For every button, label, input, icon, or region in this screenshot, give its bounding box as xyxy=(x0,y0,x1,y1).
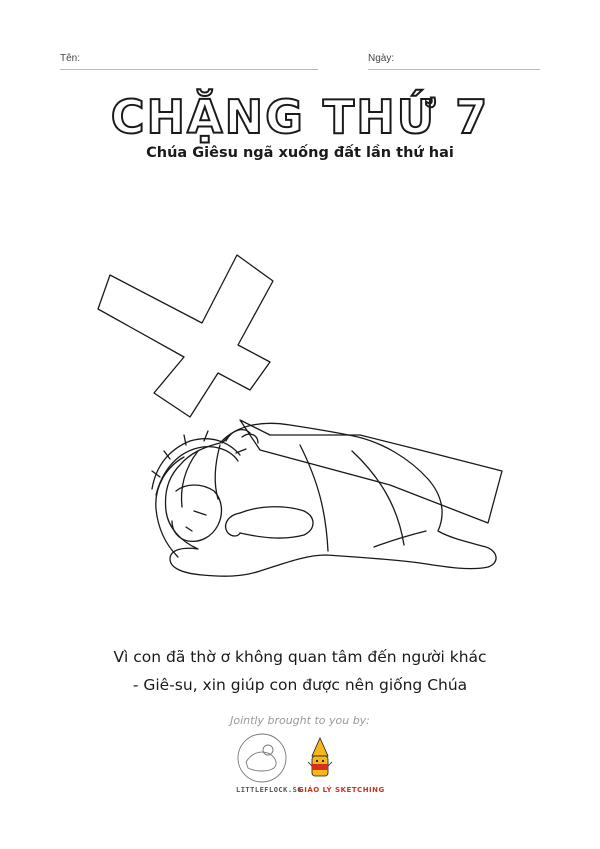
eye xyxy=(194,511,206,515)
nose xyxy=(186,527,192,531)
date-field xyxy=(368,53,540,64)
date-underline xyxy=(368,69,540,70)
date-label: Ngày: xyxy=(368,53,395,64)
robe-fold-2 xyxy=(352,451,404,545)
hair-strand xyxy=(182,451,198,507)
credit-text: Jointly brought to you by: xyxy=(230,714,370,727)
crown-of-thorns xyxy=(152,439,240,495)
name-field xyxy=(60,53,318,64)
page-subtitle: Chúa Giêsu ngã xuống đất lần thứ hai xyxy=(146,145,454,161)
giaoly-logo-text: GIÁO LÝ SKETCHING xyxy=(298,786,385,794)
giaoly-mascot-icon xyxy=(308,738,332,776)
name-underline xyxy=(60,69,318,70)
name-label: Tên: xyxy=(60,53,81,64)
cross-outline xyxy=(98,255,273,417)
partner-logos xyxy=(232,732,372,788)
hair xyxy=(156,457,184,557)
face-outline xyxy=(172,485,221,541)
arm xyxy=(240,507,313,538)
prayer-line-2: - Giê-su, xin giúp con được nên giống Chúa xyxy=(132,676,468,694)
littleflock-logo-text: LITTLEFLOCK.SG xyxy=(236,786,303,794)
kneeling-figure xyxy=(166,423,497,576)
jesus-falls-illustration xyxy=(90,245,520,605)
hand xyxy=(226,513,240,536)
littleflock-logo-icon xyxy=(238,734,286,782)
prayer-line-1: Vì con đã thờ ơ không quan tâm đến người khác xyxy=(113,648,487,666)
hair-strand-2 xyxy=(215,445,220,499)
leg-line xyxy=(374,531,426,547)
page-title: CHẶNG THỨ 7 xyxy=(110,90,490,144)
raised-hand xyxy=(226,430,258,443)
